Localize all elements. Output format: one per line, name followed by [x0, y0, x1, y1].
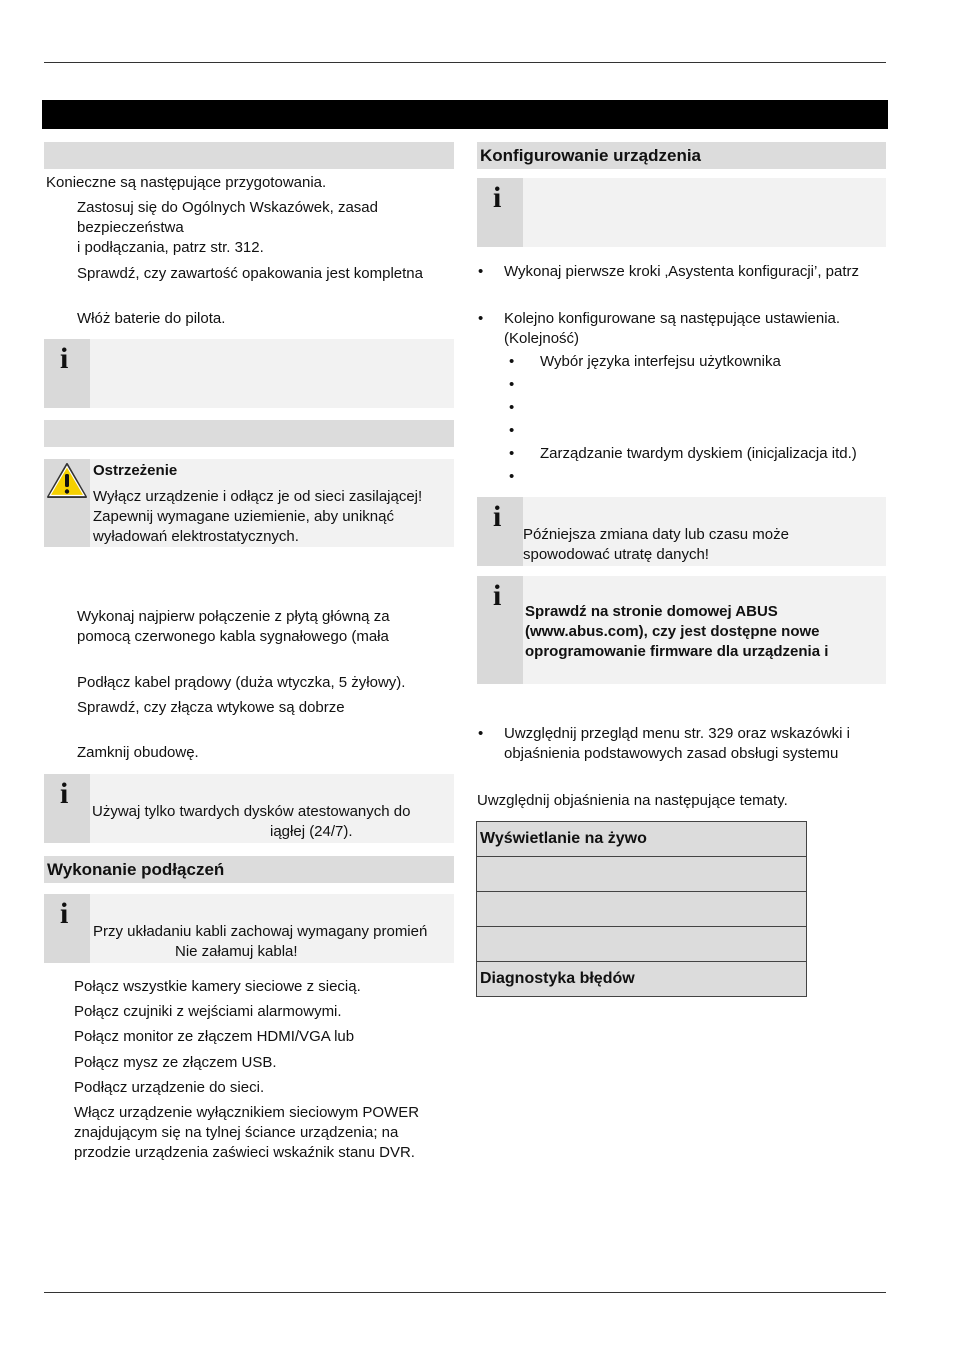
- section-bar-hdd: [44, 420, 454, 447]
- bullet-dot: •: [509, 353, 515, 370]
- connect-item: Połącz czujniki z wejściami alarmowymi.: [74, 1003, 342, 1020]
- config-bullet: (Kolejność): [504, 330, 580, 347]
- cable-note-box: [44, 894, 454, 963]
- bottom-rule: [44, 1292, 886, 1293]
- info-note-box: [44, 339, 454, 408]
- info-icon-cell: [477, 178, 523, 247]
- info-icon-cell: [44, 339, 90, 408]
- section-bar-config: [477, 142, 886, 169]
- sub-item: Zarządzanie twardym dyskiem (inicjalizacja itd.): [540, 445, 857, 462]
- sub-item: Wybór języka interfejsu użytkownika: [540, 353, 781, 370]
- cable-note-line: Przy układaniu kabli zachowaj wymagany promień: [93, 923, 428, 940]
- config-bullet: Kolejno konfigurowane są następujące ustawienia.: [504, 310, 841, 327]
- config-bullet: Wykonaj pierwsze kroki ‚Asystenta konfiguracji’, patrz: [504, 263, 859, 280]
- bullet-dot: •: [509, 422, 515, 439]
- topics-table: [476, 821, 807, 997]
- config-note-box: [477, 178, 886, 247]
- menu-bullet: objaśnienia podstawowych zasad obsługi systemu: [504, 745, 839, 762]
- hdd-note-line: Używaj tylko twardych dysków atestowanych do: [92, 803, 411, 820]
- connect-item: Połącz monitor ze złączem HDMI/VGA lub: [74, 1028, 355, 1045]
- warning-title: Ostrzeżenie: [93, 462, 178, 479]
- bullet-dot: •: [478, 263, 484, 280]
- bullet-dot: •: [478, 310, 484, 327]
- date-note-line: Późniejsza zmiana daty lub czasu może: [523, 526, 789, 543]
- info-icon: i: [493, 181, 502, 214]
- warning-line: Zapewnij wymagane uziemienie, aby uniknąć: [93, 508, 394, 525]
- warning-icon-cell: [44, 459, 90, 547]
- info-icon: i: [60, 342, 69, 375]
- connect-item: Podłącz urządzenie do sieci.: [74, 1079, 265, 1096]
- topic-cell: [477, 857, 807, 892]
- connect-item: znajdującym się na tylnej ściance urządzenia; na: [74, 1124, 399, 1141]
- hdd-item: Zamknij obudowę.: [77, 744, 199, 761]
- topics-intro: Uwzględnij objaśnienia na następujące tematy.: [477, 792, 788, 809]
- connect-item: Połącz wszystkie kamery sieciowe z siecią.: [74, 978, 361, 995]
- chapter-header-bar: [42, 100, 888, 129]
- topic-row: [477, 927, 807, 962]
- hdd-item: Podłącz kabel prądowy (duża wtyczka, 5 żyłowy).: [77, 674, 406, 691]
- topic-row: [477, 892, 807, 927]
- info-icon: i: [493, 579, 502, 612]
- section-title-connections: Wykonanie podłączeń: [47, 860, 225, 879]
- firmware-note-line: (www.abus.com), czy jest dostępne nowe: [525, 623, 820, 640]
- info-icon-cell: [477, 497, 523, 566]
- firmware-note-line: Sprawdź na stronie domowej ABUS: [525, 603, 778, 620]
- cable-note-line: Nie załamuj kabla!: [175, 943, 298, 960]
- bullet-dot: •: [509, 445, 515, 462]
- connect-item: przodzie urządzenia zaświeci wskaźnik stanu DVR.: [74, 1144, 415, 1161]
- topic-row: [477, 962, 807, 997]
- prep-item: Włóż baterie do pilota.: [77, 310, 226, 327]
- connect-item: Połącz mysz ze złączem USB.: [74, 1054, 277, 1071]
- info-icon: i: [493, 500, 502, 533]
- hdd-note-box: [44, 774, 454, 843]
- prep-item: Sprawdź, czy zawartość opakowania jest kompletna: [77, 265, 423, 282]
- hdd-item: Wykonaj najpierw połączenie z płytą główną za: [77, 608, 390, 625]
- intro-text: Konieczne są następujące przygotowania.: [46, 174, 327, 191]
- info-icon-cell: [44, 774, 90, 843]
- topic-cell: Diagnostyka błędów: [477, 962, 807, 997]
- info-icon-cell: [477, 576, 523, 684]
- info-icon: i: [60, 777, 69, 810]
- hdd-item: Sprawdź, czy złącza wtykowe są dobrze: [77, 699, 345, 716]
- prep-item: i podłączania, patrz str. 312.: [77, 239, 264, 256]
- menu-bullet: Uwzględnij przegląd menu str. 329 oraz wskazówki i: [504, 725, 850, 742]
- warning-box: [44, 459, 454, 547]
- warning-line: Wyłącz urządzenie i odłącz je od sieci zasilającej!: [93, 488, 423, 505]
- bullet-dot: •: [509, 399, 515, 416]
- warning-icon: [45, 461, 89, 501]
- topic-cell: Wyświetlanie na żywo: [477, 822, 807, 857]
- prep-item: Zastosuj się do Ogólnych Wskazówek, zasad: [77, 199, 378, 216]
- bullet-dot: •: [509, 468, 515, 485]
- date-note-box: [477, 497, 886, 566]
- bullet-dot: •: [478, 725, 484, 742]
- section-bar-connections: [44, 856, 454, 883]
- prep-item: bezpieczeństwa: [77, 219, 184, 236]
- bullet-dot: •: [509, 376, 515, 393]
- info-icon: i: [60, 897, 69, 930]
- top-rule: [44, 62, 886, 63]
- topic-cell: [477, 927, 807, 962]
- topic-row: [477, 857, 807, 892]
- firmware-note-line: oprogramowanie firmware dla urządzenia i: [525, 643, 829, 660]
- topic-row: [477, 822, 807, 857]
- topic-cell: [477, 892, 807, 927]
- section-bar-preparation: [44, 142, 454, 169]
- date-note-line: spowodować utratę danych!: [523, 546, 709, 563]
- warning-line: wyładowań elektrostatycznych.: [93, 528, 299, 545]
- hdd-note-line: iągłej (24/7).: [270, 823, 353, 840]
- hdd-item: pomocą czerwonego kabla sygnałowego (mała: [77, 628, 389, 645]
- connect-item: Włącz urządzenie wyłącznikiem sieciowym POWER: [74, 1104, 420, 1121]
- info-icon-cell: [44, 894, 90, 963]
- firmware-note-box: [477, 576, 886, 684]
- section-title-config: Konfigurowanie urządzenia: [480, 146, 702, 165]
